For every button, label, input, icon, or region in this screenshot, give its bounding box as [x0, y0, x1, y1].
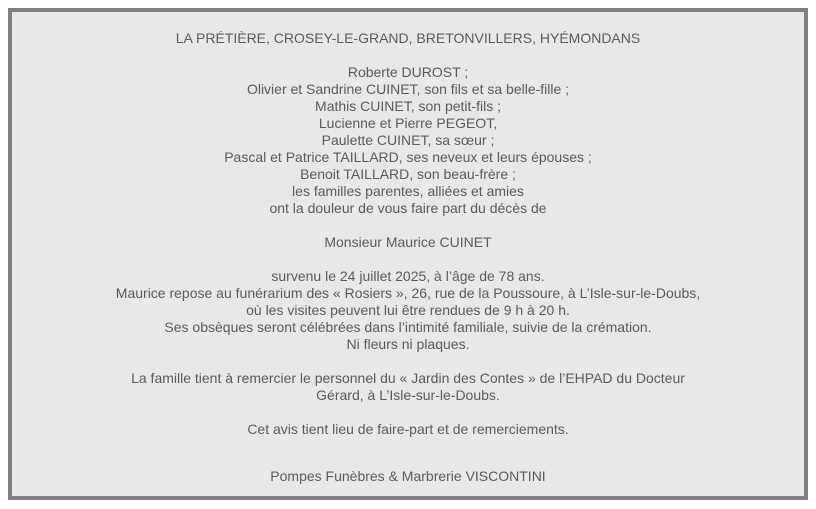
notice-header: LA PRÉTIÈRE, CROSEY-LE-GRAND, BRETONVILLERS, HYÉMONDANS — [175, 30, 641, 46]
family-line: Benoit TAILLARD, son beau-frère ; — [300, 166, 516, 182]
spacer — [12, 47, 804, 64]
details-block — [12, 268, 804, 353]
deceased-name: Monsieur Maurice CUINET — [324, 234, 492, 250]
thanks-line: Gérard, à L’Isle-sur-le-Doubs. — [316, 387, 500, 403]
thanks-block — [12, 370, 804, 404]
obituary-notice — [8, 8, 808, 500]
thanks-line: La famille tient à remercier le personnel du « Jardin des Contes » de l’EHPAD du Docteur — [131, 370, 685, 386]
family-line: Lucienne et Pierre PEGEOT, — [318, 115, 498, 131]
details-line: survenu le 24 juillet 2025, à l’âge de 78 ans. — [271, 268, 545, 284]
family-line: Paulette CUINET, sa sœur ; — [321, 132, 495, 148]
details-line: où les visites peuvent lui être rendues de 9 h à 20 h. — [246, 302, 570, 318]
funeral-home: Pompes Funèbres & Marbrerie VISCONTINI — [270, 468, 546, 484]
details-line: Ni fleurs ni plaques. — [346, 336, 470, 352]
family-line: les familles parentes, alliées et amies — [292, 183, 524, 199]
spacer — [12, 404, 804, 421]
family-list — [12, 64, 804, 217]
notice-body — [12, 30, 804, 485]
spacer — [12, 438, 804, 468]
details-line: Ses obsèques seront célébrées dans l’intimité familiale, suivie de la crémation. — [164, 319, 652, 335]
family-line: Pascal et Patrice TAILLARD, ses neveux et leurs épouses ; — [224, 149, 592, 165]
closing-line: Cet avis tient lieu de faire-part et de remerciements. — [247, 421, 569, 437]
family-line: Olivier et Sandrine CUINET, son fils et sa belle-fille ; — [246, 81, 570, 97]
family-line: Mathis CUINET, son petit-fils ; — [315, 98, 501, 114]
spacer — [12, 251, 804, 268]
announcement-line: ont la douleur de vous faire part du décès de — [269, 200, 547, 216]
spacer — [12, 217, 804, 234]
family-line: Roberte DUROST ; — [347, 64, 469, 80]
spacer — [12, 353, 804, 370]
details-line: Maurice repose au funérarium des « Rosiers », 26, rue de la Poussoure, à L’Isle-sur-le-Doubs, — [115, 285, 701, 301]
